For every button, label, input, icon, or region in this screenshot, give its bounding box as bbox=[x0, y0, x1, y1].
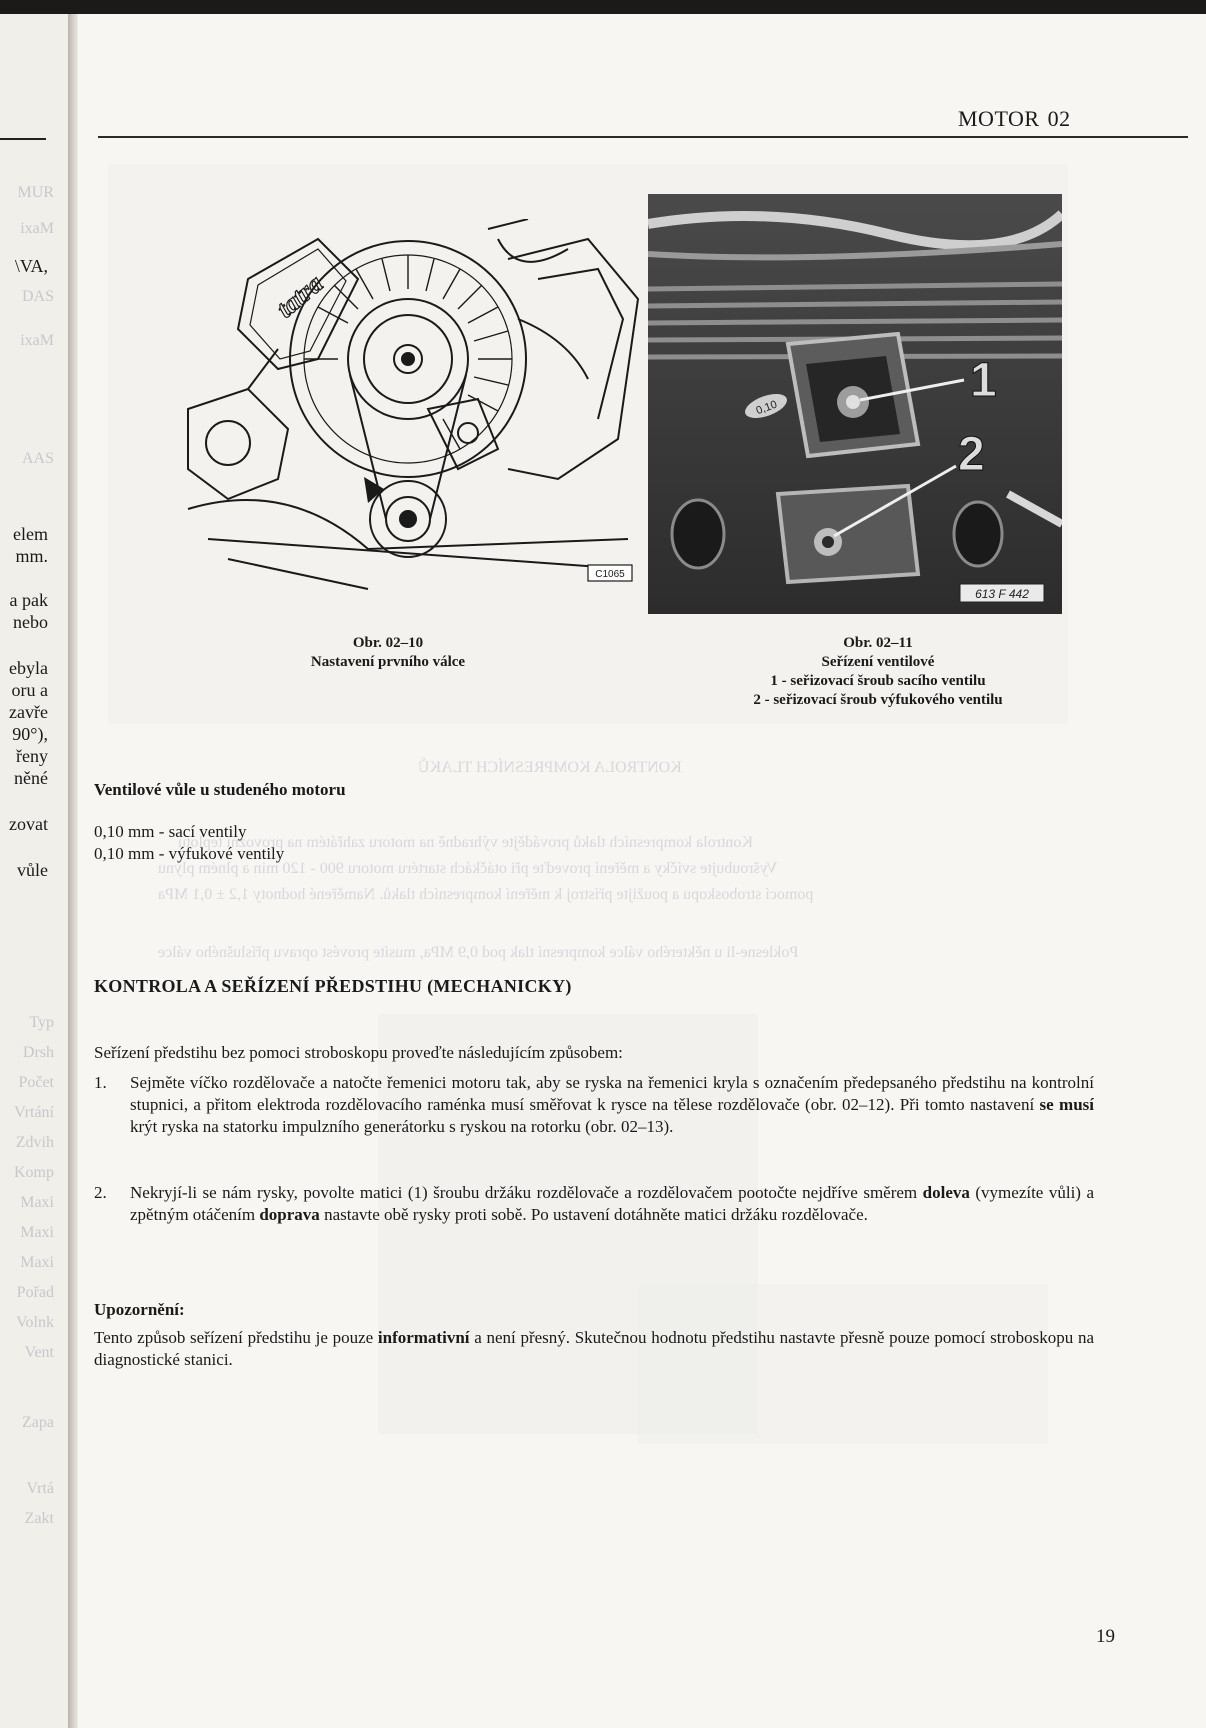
figure-code-label: 613 F 442 bbox=[975, 587, 1029, 601]
figure-valve-photo bbox=[648, 194, 1062, 614]
figure-engine-drawing bbox=[168, 219, 648, 599]
adjacent-text-fragment: zavře bbox=[9, 702, 48, 722]
bleed-through-text: KONTROLA KOMPRESNÍCH TLAKŮ bbox=[418, 759, 682, 776]
callout-1: 1 bbox=[970, 354, 997, 407]
step-text-part: nastavte obě rysky proti sobě. Po ustavení dotáhněte matici držáku rozdělovače. bbox=[319, 1205, 868, 1224]
adjacent-text-fragment: vůle bbox=[17, 860, 48, 880]
adjacent-text-fragment: řeny bbox=[16, 746, 48, 766]
warning-text bbox=[94, 1327, 1094, 1371]
step-text-emphasis: doleva bbox=[922, 1183, 970, 1202]
clearance-plate-label: 0,10 bbox=[754, 398, 779, 418]
adjacent-text-fragment: mm. bbox=[15, 546, 48, 566]
step-text-part: Nekryjí-li se nám rysky, povolte matici (1) šroubu držáku rozdělovače a rozdělovačem pootočte nejdříve směrem bbox=[130, 1183, 923, 1202]
adjacent-ghost-text: Maxi bbox=[20, 1194, 54, 1211]
procedure-step bbox=[94, 1072, 1094, 1138]
adjacent-ghost-text: MUR bbox=[17, 184, 54, 201]
step-number: 1. bbox=[94, 1073, 107, 1092]
procedure-step bbox=[94, 1182, 1094, 1226]
figure-caption bbox=[678, 634, 1078, 710]
adjacent-ghost-text: Počet bbox=[18, 1074, 54, 1091]
bleed-through-text: pomocí stroboskopu a použijte přístroj k měření kompresních tlaků. Naměřené hodnoty 1,2 ± 0,1 MPa bbox=[158, 886, 814, 903]
step-number: 2. bbox=[94, 1183, 107, 1202]
adjacent-text-fragment: něné bbox=[14, 768, 48, 788]
warning-title: Upozornění: bbox=[94, 1300, 185, 1319]
book-gutter bbox=[68, 14, 78, 1728]
adjacent-ghost-text: Vrtá bbox=[26, 1480, 54, 1497]
bleed-through-text: Kontrola kompresních tlaků provádějte výhradně na motoru zahřátém na provozní teplotu bbox=[178, 834, 753, 851]
figure-legend-item: 1 - seřizovací šroub sacího ventilu bbox=[770, 673, 986, 689]
adjacent-ghost-text: DAS bbox=[21, 288, 54, 305]
adjacent-ghost-text: Volnk bbox=[16, 1314, 54, 1331]
figure-code-label: C1065 bbox=[595, 569, 625, 580]
callout-2: 2 bbox=[958, 428, 985, 481]
adjacent-ghost-text: Zapa bbox=[22, 1414, 54, 1431]
figure-title: Nastavení prvního válce bbox=[310, 654, 466, 670]
adjacent-ghost-text: Maxi bbox=[20, 1254, 54, 1271]
figure-title: Seřízení ventilové bbox=[821, 654, 935, 670]
adjacent-ghost-text: Drsh bbox=[22, 1044, 54, 1061]
warning-text-part: a není přesný. Skutečnou hodnotu předstihu nastavte přesně pouze pomocí stroboskopu na diagnostické stanici. bbox=[94, 1328, 1094, 1369]
warning-text-part: Tento způsob seřízení předstihu je pouze bbox=[94, 1328, 378, 1347]
header-chapter-number: 02 bbox=[1047, 106, 1071, 131]
step-text-part: krýt ryska na statorku impulzního generátorku s ryskou na rotorku (obr. 02–13). bbox=[130, 1117, 674, 1136]
running-header bbox=[958, 106, 1071, 132]
step-text bbox=[130, 1182, 1094, 1226]
valve-clearance-line: 0,10 mm - výfukové ventily bbox=[94, 844, 285, 863]
step-text bbox=[130, 1072, 1094, 1138]
adjacent-text-fragment: 90°), bbox=[12, 724, 48, 744]
section-intro: Seřízení předstihu bez pomoci stroboskopu proveďte následujícím způsobem: bbox=[94, 1043, 623, 1062]
adjacent-ghost-text: Maxi bbox=[20, 1224, 54, 1241]
figure-number: Obr. 02–10 bbox=[352, 635, 424, 651]
adjacent-ghost-text: ixaM bbox=[20, 332, 54, 349]
adjacent-text-fragment: ebyla bbox=[9, 658, 48, 678]
adjacent-ghost-text: Komp bbox=[14, 1164, 54, 1181]
adjacent-page-rule bbox=[0, 138, 46, 140]
adjacent-ghost-text: Vent bbox=[24, 1344, 54, 1361]
adjacent-ghost-text: Pořad bbox=[16, 1284, 54, 1301]
manual-page bbox=[78, 14, 1206, 1728]
section-heading: KONTROLA A SEŘÍZENÍ PŘEDSTIHU (MECHANICKY) bbox=[94, 976, 572, 996]
tatra-logo: tatra bbox=[270, 268, 329, 324]
adjacent-text-fragment: nebo bbox=[13, 612, 48, 632]
step-text-emphasis: se musí bbox=[1039, 1095, 1094, 1114]
adjacent-page-edge bbox=[0, 14, 68, 1728]
adjacent-text-fragment: zovat bbox=[9, 814, 48, 834]
adjacent-ghost-text: ixaM bbox=[20, 220, 54, 237]
warning-text-emphasis: informativní bbox=[377, 1328, 470, 1347]
bleed-through-text: Poklesne-li u některého válce kompresní tlak pod 0,9 MPa, musíte provést opravu příslušného válce bbox=[158, 944, 799, 961]
bleed-through-text: Vyšroubujte svíčky a měření proveďte při otáčkách startéru motoru 900 - 120 min a plném plynu bbox=[158, 860, 778, 877]
adjacent-text-fragment: elem bbox=[13, 524, 48, 544]
adjacent-ghost-text: AAS bbox=[21, 450, 54, 467]
step-text-part: (vymezíte vůli) a zpětným otáčením bbox=[130, 1183, 1094, 1224]
top-dark-edge bbox=[0, 0, 1206, 14]
adjacent-ghost-text: Zdvih bbox=[15, 1134, 54, 1151]
step-text-emphasis: doprava bbox=[259, 1205, 320, 1224]
adjacent-text-fragment: oru a bbox=[11, 680, 48, 700]
header-section: MOTOR bbox=[958, 106, 1040, 131]
figure-number: Obr. 02–11 bbox=[843, 635, 913, 651]
valve-clearance-title: Ventilové vůle u studeného motoru bbox=[94, 780, 346, 799]
adjacent-ghost-text: Zakt bbox=[24, 1510, 54, 1527]
step-text-part: Sejměte víčko rozdělovače a natočte řemenici motoru tak, aby se ryska na řemenici kryla s označením předepsaného předstihu na kontrolní stupnici, a přitom elektroda rozdělovacího raménka musí směřovat k rysce na tělese rozdělovače (obr. 02–12). Při tomto nastavení bbox=[130, 1073, 1094, 1114]
adjacent-text-fragment: a pak bbox=[9, 590, 48, 610]
adjacent-text-fragment: \VA, bbox=[14, 256, 48, 276]
valve-clearance-line: 0,10 mm - sací ventily bbox=[94, 822, 247, 841]
adjacent-ghost-text: Typ bbox=[29, 1014, 54, 1031]
figure-caption bbox=[238, 634, 538, 672]
header-rule bbox=[98, 136, 1188, 138]
figure-legend-item: 2 - seřizovací šroub výfukového ventilu bbox=[753, 692, 1003, 708]
adjacent-ghost-text: Vrtání bbox=[14, 1104, 54, 1121]
page-number: 19 bbox=[1096, 1626, 1115, 1647]
